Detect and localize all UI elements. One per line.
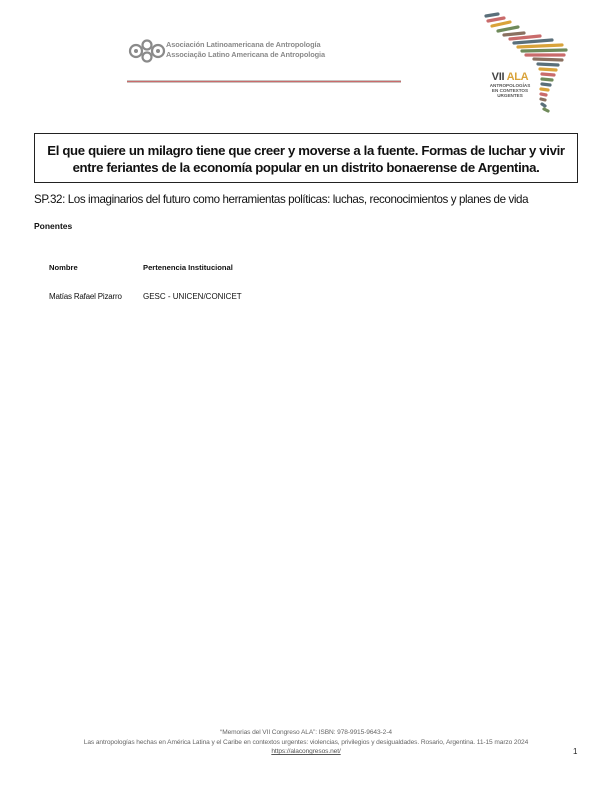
latin-america-map-icon	[478, 12, 574, 114]
footer-congress-description: Las antropologías hechas en América Latina y el Caribe en contextos urgentes: violencias, privilegios y desigualdades. Rosario, Argentina. 11-15 marzo 2024	[83, 738, 529, 746]
paper-title-line-2: entre feriantes de la economía popular en un distrito bonaerense de Argentina.	[72, 160, 540, 175]
congress-edition	[480, 72, 540, 83]
session-line: SP.32: Los imaginarios del futuro como herramientas políticas: luchas, reconocimientos y planes de vida	[34, 193, 529, 206]
congress-tagline-1: ANTROPOLOGÍAS	[489, 83, 531, 88]
speaker-institution: GESC - UNICEN/CONICET	[143, 292, 242, 301]
footer	[30, 728, 582, 757]
footer-isbn: “Memorias del VII Congreso ALA”: ISBN: 978-9915-9643-2-4	[220, 729, 392, 736]
speakers-column-name: Nombre	[49, 263, 78, 272]
speaker-name: Matías Rafael Pizarro	[49, 292, 122, 301]
association-name-pt: Associação Latino Americana de Antropologia	[166, 50, 326, 59]
paper-title	[35, 142, 577, 176]
speakers-heading: Ponentes	[34, 221, 73, 231]
congress-edition-accent: ALA	[506, 71, 529, 83]
footer-link[interactable]: https://alacongresos.net/	[271, 748, 341, 755]
association-name-es: Asociación Latinoamericana de Antropología	[166, 40, 321, 49]
congress-edition-prefix: VII	[491, 71, 505, 83]
header-rule	[127, 80, 401, 83]
congress-tagline-2: EN CONTEXTOS	[491, 88, 529, 94]
paper-title-line-1: El que quiere un milagro tiene que creer y moverse a la fuente. Formas de luchar y vivir	[47, 143, 565, 158]
speakers-column-institution: Pertenencia Institucional	[143, 263, 233, 272]
congress-logo-text	[480, 72, 540, 99]
paper-title-box	[34, 133, 578, 183]
association-name	[166, 40, 325, 60]
congress-tagline-3: URGENTES	[497, 93, 523, 99]
page-number: 1	[573, 747, 578, 756]
